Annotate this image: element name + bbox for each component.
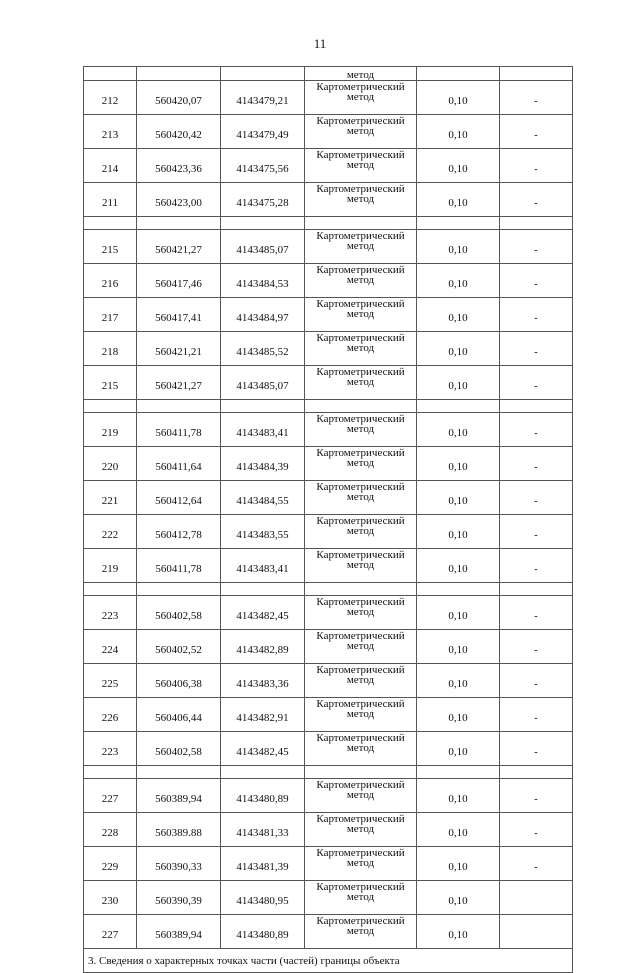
y-coordinate-cell: 4143483,55: [221, 515, 305, 549]
method-cell: [305, 630, 417, 664]
x-coordinate-cell: 560402,58: [137, 732, 221, 766]
description-cell: -: [500, 596, 573, 630]
y-coordinate-cell: 4143481,33: [221, 813, 305, 847]
y-coordinate-cell: 4143482,45: [221, 596, 305, 630]
description-cell: -: [500, 183, 573, 217]
description-cell: -: [500, 779, 573, 813]
description-cell: -: [500, 81, 573, 115]
accuracy-cell: 0,10: [417, 332, 500, 366]
accuracy-cell: 0,10: [417, 549, 500, 583]
method-cell: [305, 481, 417, 515]
method-line-2: метод: [346, 457, 375, 469]
point-number-cell: 222: [84, 515, 137, 549]
point-number-cell: 216: [84, 264, 137, 298]
method-cell: [305, 264, 417, 298]
method-line-2: метод: [346, 742, 375, 754]
y-coordinate-cell: 4143483,41: [221, 413, 305, 447]
point-number-cell: 227: [84, 779, 137, 813]
empty-cell: [417, 583, 500, 596]
method-line-2: метод: [346, 674, 375, 686]
x-coordinate-cell: 560406,44: [137, 698, 221, 732]
y-coordinate-cell: 4143475,28: [221, 183, 305, 217]
table-row: [84, 447, 573, 481]
empty-cell: [305, 217, 417, 230]
table-row: [84, 630, 573, 664]
x-coordinate-cell: 560420,42: [137, 115, 221, 149]
point-number-cell: 226: [84, 698, 137, 732]
description-cell: -: [500, 115, 573, 149]
y-coordinate-cell: 4143485,52: [221, 332, 305, 366]
accuracy-cell: 0,10: [417, 366, 500, 400]
table-row: [84, 881, 573, 915]
description-cell: -: [500, 664, 573, 698]
y-coordinate-cell: 4143483,41: [221, 549, 305, 583]
empty-cell: [500, 583, 573, 596]
description-cell: -: [500, 149, 573, 183]
method-line-1: Картометрический: [316, 115, 405, 127]
x-coordinate-cell: 560390,39: [137, 881, 221, 915]
point-number-cell: 220: [84, 447, 137, 481]
point-number-cell: 215: [84, 230, 137, 264]
x-coordinate-cell: 560390,33: [137, 847, 221, 881]
table-row: [84, 779, 573, 813]
table-row: [84, 549, 573, 583]
accuracy-cell: 0,10: [417, 149, 500, 183]
method-cell: [305, 915, 417, 949]
method-line-1: Картометрический: [316, 264, 405, 276]
x-coordinate-cell: 560412,64: [137, 481, 221, 515]
empty-cell: [84, 217, 137, 230]
point-number-cell: 219: [84, 413, 137, 447]
description-cell: -: [500, 264, 573, 298]
empty-cell: [137, 67, 221, 81]
point-number-cell: 211: [84, 183, 137, 217]
accuracy-cell: 0,10: [417, 915, 500, 949]
empty-cell: [137, 766, 221, 779]
method-line-1: Картометрический: [316, 698, 405, 710]
point-number-cell: 214: [84, 149, 137, 183]
point-number-cell: 219: [84, 549, 137, 583]
point-number-cell: 225: [84, 664, 137, 698]
table-row: [84, 481, 573, 515]
empty-cell: [500, 217, 573, 230]
accuracy-cell: 0,10: [417, 596, 500, 630]
method-line-1: Картометрический: [316, 664, 405, 676]
method-cell: [305, 332, 417, 366]
method-line-1: Картометрический: [316, 732, 405, 744]
accuracy-cell: 0,10: [417, 515, 500, 549]
method-cell: [305, 149, 417, 183]
section-footer-text: 3. Сведения о характерных точках части (частей) границы объекта: [84, 949, 573, 973]
x-coordinate-cell: 560402,52: [137, 630, 221, 664]
x-coordinate-cell: 560423,00: [137, 183, 221, 217]
table-row: [84, 81, 573, 115]
method-line-2: метод: [346, 525, 375, 537]
point-number-cell: 227: [84, 915, 137, 949]
point-number-cell: 218: [84, 332, 137, 366]
method-cell: [305, 230, 417, 264]
table-row: [84, 264, 573, 298]
x-coordinate-cell: 560389,94: [137, 779, 221, 813]
table-row: [84, 115, 573, 149]
table-row: [84, 596, 573, 630]
method-line-1: Картометрический: [316, 81, 405, 93]
x-coordinate-cell: 560412,78: [137, 515, 221, 549]
accuracy-cell: 0,10: [417, 779, 500, 813]
empty-cell: [137, 217, 221, 230]
x-coordinate-cell: 560417,46: [137, 264, 221, 298]
accuracy-cell: 0,10: [417, 732, 500, 766]
method-line-1: Картометрический: [316, 447, 405, 459]
method-line-2: метод: [346, 491, 375, 503]
point-number-cell: 230: [84, 881, 137, 915]
empty-cell: [305, 583, 417, 596]
empty-cell: [305, 400, 417, 413]
empty-cell: [84, 67, 137, 81]
accuracy-cell: 0,10: [417, 183, 500, 217]
x-coordinate-cell: 560421,27: [137, 366, 221, 400]
description-cell: -: [500, 549, 573, 583]
method-line-1: Картометрический: [316, 847, 405, 859]
method-line-2: метод: [346, 125, 375, 137]
y-coordinate-cell: 4143479,21: [221, 81, 305, 115]
table-row: [84, 149, 573, 183]
method-line-1: Картометрический: [316, 413, 405, 425]
y-coordinate-cell: 4143482,45: [221, 732, 305, 766]
method-line-2: метод: [346, 789, 375, 801]
empty-cell: [221, 766, 305, 779]
method-line-1: Картометрический: [316, 332, 405, 344]
accuracy-cell: 0,10: [417, 81, 500, 115]
table-row: [84, 183, 573, 217]
description-cell: -: [500, 481, 573, 515]
method-line-2: метод: [346, 376, 375, 388]
empty-cell: [500, 766, 573, 779]
x-coordinate-cell: 560389,94: [137, 915, 221, 949]
table-row: [84, 915, 573, 949]
method-cell: [305, 81, 417, 115]
y-coordinate-cell: 4143481,39: [221, 847, 305, 881]
table-row: [84, 813, 573, 847]
empty-cell: [417, 217, 500, 230]
method-cell: [305, 596, 417, 630]
x-coordinate-cell: 560402,58: [137, 596, 221, 630]
method-line-2: метод: [346, 891, 375, 903]
empty-cell: [137, 400, 221, 413]
method-cell: метод: [305, 67, 417, 81]
method-line-2: метод: [346, 925, 375, 937]
empty-cell: [84, 766, 137, 779]
method-line-1: Картометрический: [316, 515, 405, 527]
method-line-2: метод: [346, 308, 375, 320]
x-coordinate-cell: 560411,78: [137, 413, 221, 447]
coordinates-table-container: [83, 66, 572, 973]
y-coordinate-cell: 4143480,89: [221, 779, 305, 813]
accuracy-cell: 0,10: [417, 115, 500, 149]
description-cell: -: [500, 630, 573, 664]
x-coordinate-cell: 560411,78: [137, 549, 221, 583]
method-line-2: метод: [346, 91, 375, 103]
method-line-1: Картометрический: [316, 813, 405, 825]
method-line-1: Картометрический: [316, 149, 405, 161]
x-coordinate-cell: 560417,41: [137, 298, 221, 332]
method-line-1: Картометрический: [316, 183, 405, 195]
group-separator-row: [84, 217, 573, 230]
accuracy-cell: 0,10: [417, 298, 500, 332]
point-number-cell: 228: [84, 813, 137, 847]
method-cell: [305, 447, 417, 481]
x-coordinate-cell: 560411,64: [137, 447, 221, 481]
y-coordinate-cell: 4143482,91: [221, 698, 305, 732]
coordinates-table: [83, 66, 573, 973]
empty-cell: [417, 400, 500, 413]
y-coordinate-cell: 4143483,36: [221, 664, 305, 698]
description-cell: -: [500, 847, 573, 881]
empty-cell: [137, 583, 221, 596]
point-number-cell: 221: [84, 481, 137, 515]
method-line-2: метод: [346, 159, 375, 171]
empty-cell: [221, 67, 305, 81]
table-row: [84, 332, 573, 366]
accuracy-cell: 0,10: [417, 481, 500, 515]
method-line-2: метод: [346, 193, 375, 205]
x-coordinate-cell: 560389.88: [137, 813, 221, 847]
description-cell: -: [500, 813, 573, 847]
y-coordinate-cell: 4143484,97: [221, 298, 305, 332]
x-coordinate-cell: 560421,21: [137, 332, 221, 366]
empty-cell: [221, 400, 305, 413]
y-coordinate-cell: 4143484,39: [221, 447, 305, 481]
method-line-1: Картометрический: [316, 779, 405, 791]
table-row: [84, 298, 573, 332]
y-coordinate-cell: 4143485,07: [221, 230, 305, 264]
group-separator-row: [84, 583, 573, 596]
method-line-1: Картометрический: [316, 881, 405, 893]
empty-cell: [500, 400, 573, 413]
method-line-1: Картометрический: [316, 230, 405, 242]
method-line-2: метод: [346, 708, 375, 720]
table-row: [84, 664, 573, 698]
description-cell: -: [500, 515, 573, 549]
method-line-2: метод: [346, 423, 375, 435]
accuracy-cell: 0,10: [417, 698, 500, 732]
method-cell: [305, 881, 417, 915]
empty-cell: [417, 766, 500, 779]
method-line-2: метод: [346, 342, 375, 354]
table-row: [84, 230, 573, 264]
y-coordinate-cell: 4143480,89: [221, 915, 305, 949]
table-row: [84, 732, 573, 766]
table-row: [84, 366, 573, 400]
description-cell: -: [500, 413, 573, 447]
y-coordinate-cell: 4143475,56: [221, 149, 305, 183]
method-cell: [305, 732, 417, 766]
method-cell: [305, 183, 417, 217]
method-cell: [305, 115, 417, 149]
description-cell: -: [500, 366, 573, 400]
group-separator-row: [84, 766, 573, 779]
continuation-row: [84, 67, 573, 81]
point-number-cell: 215: [84, 366, 137, 400]
empty-cell: [305, 766, 417, 779]
description-cell: [500, 881, 573, 915]
x-coordinate-cell: 560421,27: [137, 230, 221, 264]
description-cell: -: [500, 332, 573, 366]
method-cell: [305, 813, 417, 847]
accuracy-cell: 0,10: [417, 813, 500, 847]
method-line-2: метод: [346, 640, 375, 652]
y-coordinate-cell: 4143485,07: [221, 366, 305, 400]
accuracy-cell: 0,10: [417, 664, 500, 698]
table-row: [84, 413, 573, 447]
method-line-1: Картометрический: [316, 481, 405, 493]
table-row: [84, 847, 573, 881]
accuracy-cell: 0,10: [417, 630, 500, 664]
method-cell: [305, 515, 417, 549]
accuracy-cell: 0,10: [417, 413, 500, 447]
y-coordinate-cell: 4143484,53: [221, 264, 305, 298]
group-separator-row: [84, 400, 573, 413]
description-cell: -: [500, 447, 573, 481]
x-coordinate-cell: 560406,38: [137, 664, 221, 698]
page-number: 11: [313, 36, 327, 51]
table-row: [84, 698, 573, 732]
y-coordinate-cell: 4143479,49: [221, 115, 305, 149]
accuracy-cell: 0,10: [417, 447, 500, 481]
method-line-1: Картометрический: [316, 915, 405, 927]
method-line-1: Картометрический: [316, 549, 405, 561]
y-coordinate-cell: 4143484,55: [221, 481, 305, 515]
method-line-1: Картометрический: [316, 596, 405, 608]
x-coordinate-cell: 560420,07: [137, 81, 221, 115]
empty-cell: [500, 67, 573, 81]
point-number-cell: 212: [84, 81, 137, 115]
y-coordinate-cell: 4143482,89: [221, 630, 305, 664]
method-line-2: метод: [346, 274, 375, 286]
accuracy-cell: 0,10: [417, 881, 500, 915]
method-cell: [305, 366, 417, 400]
accuracy-cell: 0,10: [417, 230, 500, 264]
method-cell: [305, 779, 417, 813]
method-cell: [305, 847, 417, 881]
method-line-2: метод: [346, 559, 375, 571]
method-cell: [305, 413, 417, 447]
method-line-2: метод: [346, 823, 375, 835]
accuracy-cell: 0,10: [417, 264, 500, 298]
empty-cell: [84, 583, 137, 596]
method-line-2: метод: [346, 857, 375, 869]
description-cell: -: [500, 698, 573, 732]
method-line-1: Картометрический: [316, 366, 405, 378]
method-cell: [305, 298, 417, 332]
point-number-cell: 217: [84, 298, 137, 332]
method-line-2: метод: [346, 606, 375, 618]
point-number-cell: 223: [84, 596, 137, 630]
method-cell: [305, 664, 417, 698]
section-footer-row: [84, 949, 573, 973]
method-line-1: Картометрический: [316, 298, 405, 310]
empty-cell: [417, 67, 500, 81]
point-number-cell: 224: [84, 630, 137, 664]
empty-cell: [221, 583, 305, 596]
method-cell: [305, 549, 417, 583]
method-line-2: метод: [346, 240, 375, 252]
point-number-cell: 213: [84, 115, 137, 149]
description-cell: [500, 915, 573, 949]
empty-cell: [84, 400, 137, 413]
description-cell: -: [500, 298, 573, 332]
method-line-1: Картометрический: [316, 630, 405, 642]
description-cell: -: [500, 732, 573, 766]
point-number-cell: 229: [84, 847, 137, 881]
method-cell: [305, 698, 417, 732]
description-cell: -: [500, 230, 573, 264]
accuracy-cell: 0,10: [417, 847, 500, 881]
table-row: [84, 515, 573, 549]
x-coordinate-cell: 560423,36: [137, 149, 221, 183]
y-coordinate-cell: 4143480,95: [221, 881, 305, 915]
empty-cell: [221, 217, 305, 230]
point-number-cell: 223: [84, 732, 137, 766]
